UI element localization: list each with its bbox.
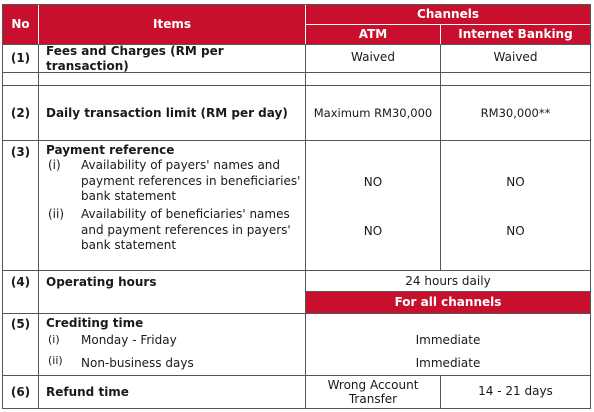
row-6-item: Refund time	[46, 384, 129, 399]
row-5-sub-ii-text: Non-business days	[81, 356, 194, 370]
row-3-sub-ii-atm-value: NO	[363, 223, 383, 238]
row-5-sub-ii-value: Immediate	[415, 355, 481, 370]
header-atm: ATM	[306, 25, 440, 44]
header-internet-banking: Internet Banking	[441, 25, 590, 44]
row-3-sub-ii-text: Availability of beneficiaries' names and payment references in payers' bank statement	[81, 207, 291, 252]
row-5-sub-i-number: (i)	[48, 333, 60, 346]
row-4-item: Operating hours	[46, 274, 157, 289]
row-5-sub-i-text: Monday - Friday	[81, 333, 177, 347]
row-3-item: Payment reference	[46, 143, 175, 157]
row-2-number: (2)	[10, 105, 31, 120]
row-6-value: 14 - 21 days	[478, 384, 553, 398]
row-3-sub-ii-ib-value: NO	[506, 223, 525, 238]
row-3-sub-i-text: Availability of payers' names and payment references in beneficiaries' bank statement	[81, 158, 301, 203]
row-1-atm-value: Waived	[351, 49, 395, 64]
header-no: No	[3, 5, 38, 44]
row-5-item: Crediting time	[46, 316, 144, 330]
row-5-sub-i-value: Immediate	[415, 332, 481, 347]
row-5-sub-ii-number: (ii)	[48, 354, 63, 367]
row-3-sub-i-atm-value: NO	[363, 174, 383, 189]
row-3-sub-i-number: (i)	[48, 158, 61, 172]
row-2-atm-value: Maximum RM30,000	[313, 105, 433, 120]
header-channels: Channels	[306, 5, 590, 24]
row-4-number: (4)	[10, 274, 31, 289]
row-3-sub-ii-number: (ii)	[48, 207, 65, 221]
row-3-sub-i-ib-value: NO	[506, 174, 525, 189]
row-1-ib-value: Waived	[493, 49, 538, 64]
row-4-value: 24 hours daily	[405, 273, 491, 288]
row-1-number: (1)	[10, 51, 31, 65]
for-all-channels-banner: For all channels	[306, 292, 590, 313]
row-2-ib-value: RM30,000**	[480, 105, 551, 120]
row-3-number: (3)	[10, 144, 31, 159]
row-5-number: (5)	[10, 316, 31, 331]
row-6-number: (6)	[10, 384, 31, 399]
row-6-condition: Wrong Account Transfer	[327, 378, 419, 406]
row-1-item: Fees and Charges (RM per transaction)	[46, 43, 224, 73]
header-items: Items	[39, 5, 305, 44]
row-2-item: Daily transaction limit (RM per day)	[46, 105, 288, 120]
